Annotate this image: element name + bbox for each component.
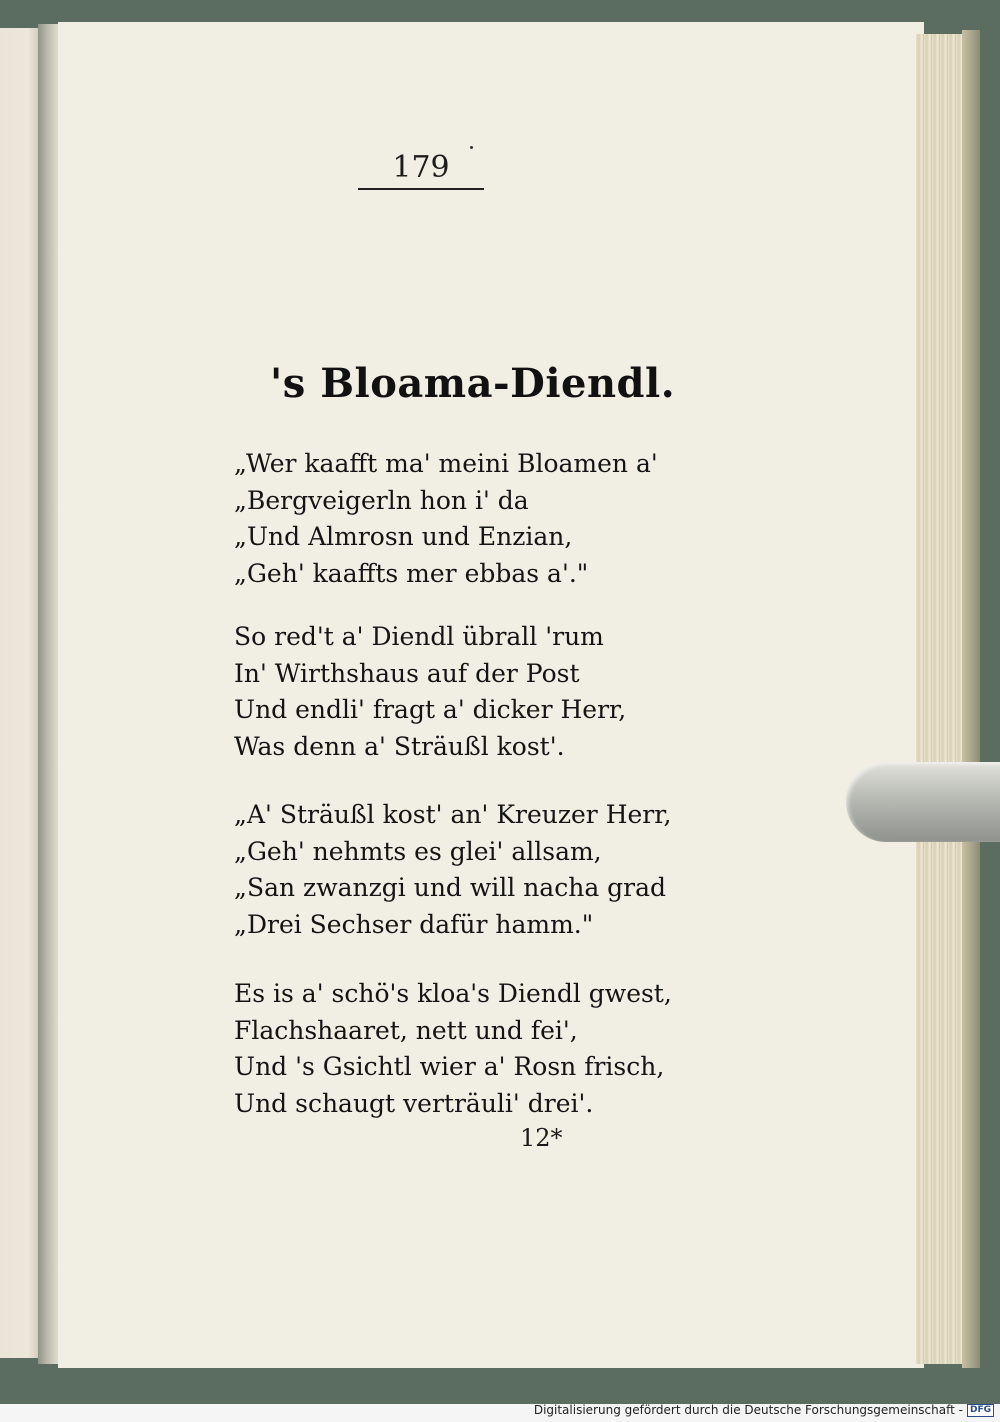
credit-text: Digitalisierung gefördert durch die Deutsche Forschungsgemeinschaft - [533, 1403, 963, 1417]
stanza-4 [234, 976, 672, 1122]
poem-title: 's Bloama-Diendl. [270, 360, 676, 407]
stanza-1 [234, 446, 658, 592]
page-number-rule [358, 188, 484, 190]
ink-dot [470, 146, 473, 149]
stanza-line: So red't a' Diendl übrall 'rum [234, 622, 604, 651]
page-stack-shadow [962, 30, 980, 1368]
stanza-line: Es is a' schö's kloa's Diendl gwest, [234, 979, 672, 1008]
stanza-line: „Geh' nehmts es glei' allsam, [234, 836, 602, 866]
stanza-line: „San zwanzgi und will nacha grad [234, 873, 667, 902]
stanza-line: „Bergveigerln hon i' da [234, 485, 529, 515]
stanza-3 [234, 797, 671, 943]
stanza-line: „A' Sträußl kost' an' Kreuzer Herr, [234, 800, 672, 829]
stanza-line: „Drei Sechser dafür hamm." [234, 909, 594, 939]
signature-mark: 12* [520, 1124, 563, 1152]
stanza-line: „Geh' kaaffts mer ebbas a'." [234, 558, 589, 588]
page-number: 179 [392, 150, 450, 185]
book-gutter [38, 24, 60, 1364]
stanza-line: Flachshaaret, nett und fei', [234, 1015, 578, 1045]
stanza-line: Und 's Gsichtl wier a' Rosn frisch, [234, 1052, 665, 1081]
digitization-credit [534, 1403, 994, 1417]
stanza-line: In' Wirthshaus auf der Post [234, 658, 580, 688]
left-page-edge [0, 28, 40, 1358]
stanza-line: „Wer kaafft ma' meini Bloamen a' [234, 449, 658, 478]
page-clip [846, 762, 1000, 842]
stanza-line: „Und Almrosn und Enzian, [234, 522, 573, 551]
dfg-logo-icon: DFG [967, 1404, 994, 1417]
stanza-line: Und endli' fragt a' dicker Herr, [234, 695, 627, 724]
stanza-2 [234, 619, 626, 765]
stanza-line: Was denn a' Sträußl kost'. [234, 731, 565, 761]
stanza-line: Und schaugt verträuli' drei'. [234, 1088, 594, 1118]
